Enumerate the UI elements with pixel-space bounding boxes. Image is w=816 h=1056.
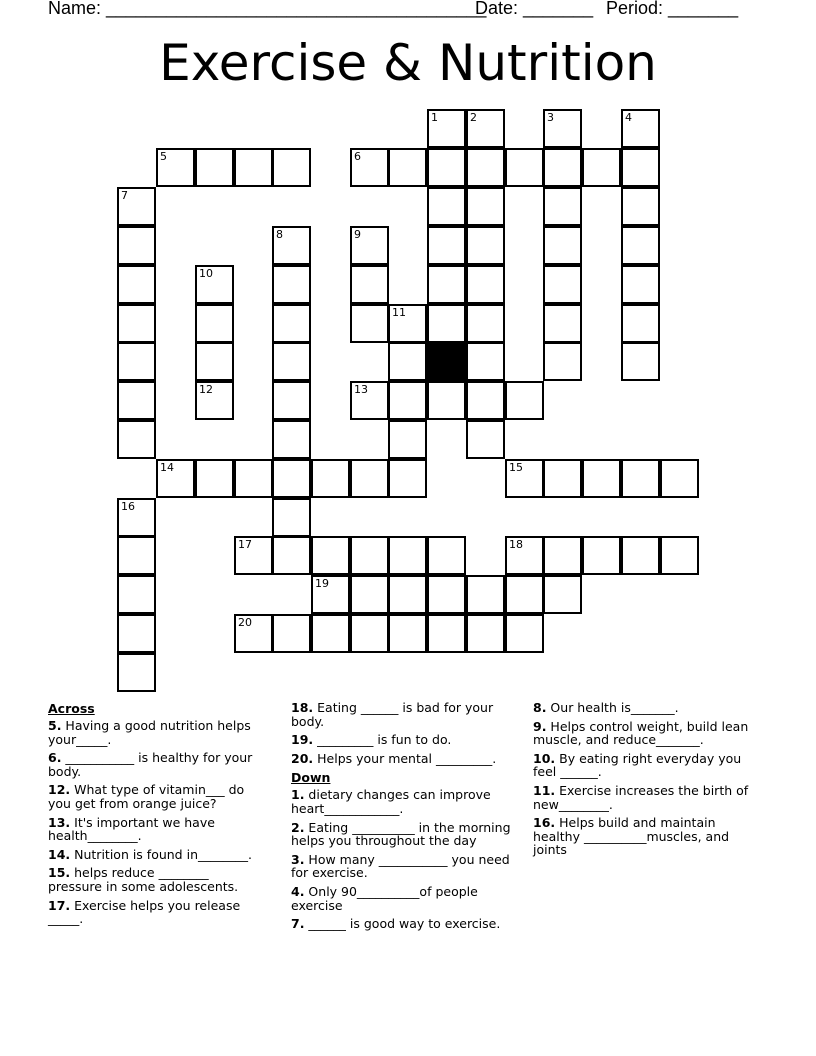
across-clue: [48, 751, 264, 778]
crossword-cell[interactable]: [427, 187, 466, 226]
crossword-cell[interactable]: [388, 420, 427, 459]
crossword-cell[interactable]: [505, 148, 544, 187]
crossword-cell[interactable]: [466, 226, 505, 265]
crossword-cell[interactable]: [195, 148, 234, 187]
clue-number-label: 15.: [48, 865, 71, 881]
crossword-cell[interactable]: [350, 536, 389, 575]
down-clue: [533, 784, 749, 811]
clue-number-label: 14.: [48, 846, 71, 862]
crossword-cell[interactable]: [543, 575, 582, 614]
crossword-cell[interactable]: [621, 304, 660, 343]
clue-number: 18: [509, 538, 523, 551]
crossword-cell[interactable]: [272, 381, 311, 420]
clue-number-label: 20.: [291, 750, 314, 766]
crossword-cell[interactable]: [388, 459, 427, 498]
across-clue: [48, 899, 264, 926]
clue-number-label: 10.: [533, 750, 556, 766]
clue-number: 19: [315, 577, 329, 590]
crossword-cell[interactable]: [427, 109, 466, 148]
clue-number-label: 1.: [291, 787, 305, 803]
crossword-cell[interactable]: [660, 536, 699, 575]
crossword-cell[interactable]: [543, 265, 582, 304]
crossword-cell[interactable]: [466, 187, 505, 226]
crossword-cell[interactable]: [117, 226, 156, 265]
crossword-cell[interactable]: [621, 187, 660, 226]
clues-column-3: [533, 699, 749, 862]
crossword-cell[interactable]: [427, 381, 466, 420]
crossword-cell[interactable]: [117, 653, 156, 692]
clue-number-label: 3.: [291, 851, 305, 867]
across-clue: [48, 783, 264, 810]
crossword-cell[interactable]: [466, 342, 505, 381]
clue-text: _________ is fun to do.: [313, 732, 452, 748]
crossword-cell[interactable]: [272, 420, 311, 459]
crossword-cell[interactable]: [505, 575, 544, 614]
clue-number: 13: [354, 383, 368, 396]
crossword-cell[interactable]: [311, 614, 350, 653]
crossword-cell[interactable]: [156, 459, 195, 498]
crossword-cell[interactable]: [466, 575, 505, 614]
crossword-cell[interactable]: [427, 148, 466, 187]
across-heading: Across: [48, 701, 95, 716]
crossword-cell[interactable]: [234, 536, 273, 575]
clue-text: By eating right everyday you feel ______.: [533, 750, 742, 780]
crossword-cell[interactable]: [505, 381, 544, 420]
crossword-cell[interactable]: [272, 148, 311, 187]
across-clue: [48, 866, 264, 893]
crossword-cell[interactable]: [195, 342, 234, 381]
clue-number: 15: [509, 461, 523, 474]
crossword-cell[interactable]: [117, 536, 156, 575]
clue-number: 14: [160, 461, 174, 474]
across-clue: [291, 701, 517, 728]
clue-number: 11: [392, 306, 406, 319]
clues-column-2: [291, 699, 517, 936]
crossword-cell[interactable]: [195, 381, 234, 420]
crossword-cell[interactable]: [427, 536, 466, 575]
clue-number-label: 6.: [48, 750, 62, 766]
clue-number: 7: [121, 189, 128, 202]
crossword-cell[interactable]: [543, 536, 582, 575]
clue-text: ______ is good way to exercise.: [304, 916, 501, 932]
down-clue: [291, 853, 517, 880]
down-clue: [533, 752, 749, 779]
down-heading: Down: [291, 770, 331, 786]
clue-number: 6: [354, 150, 361, 163]
across-clue: [48, 816, 264, 843]
crossword-cell[interactable]: [621, 109, 660, 148]
crossword-cell[interactable]: [388, 342, 427, 381]
crossword-cell[interactable]: [117, 381, 156, 420]
down-clue: [291, 821, 517, 848]
clue-number-label: 5.: [48, 718, 62, 733]
crossword-cell[interactable]: [272, 614, 311, 653]
crossword-cell[interactable]: [117, 342, 156, 381]
clue-text: It's important we have health________.: [48, 814, 215, 844]
clue-number-label: 8.: [533, 700, 547, 715]
clue-number-label: 4.: [291, 883, 305, 899]
down-clue: [291, 885, 517, 912]
crossword-cell[interactable]: [195, 265, 234, 304]
clue-number: 20: [238, 616, 252, 629]
clue-number-label: 7.: [291, 916, 305, 932]
clue-number-label: 13.: [48, 814, 71, 830]
crossword-cell[interactable]: [466, 265, 505, 304]
clue-number: 9: [354, 228, 361, 241]
crossword-cell[interactable]: [621, 148, 660, 187]
crossword-cell[interactable]: [582, 148, 621, 187]
clue-number: 5: [160, 150, 167, 163]
crossword-cell[interactable]: [621, 536, 660, 575]
clue-text: Only 90__________of people exercise: [291, 883, 478, 913]
crossword-cell[interactable]: [427, 614, 466, 653]
across-clue: [48, 848, 264, 862]
crossword-cell[interactable]: [234, 614, 273, 653]
clue-number-label: 16.: [533, 815, 556, 831]
clue-number-label: 19.: [291, 732, 314, 748]
crossword-cell[interactable]: [234, 459, 273, 498]
crossword-cell[interactable]: [117, 304, 156, 343]
clue-text: ___________ is healthy for your body.: [48, 750, 253, 779]
clues-column-1: [48, 699, 264, 931]
crossword-cell[interactable]: [466, 614, 505, 653]
down-clue: [291, 788, 517, 815]
crossword-cell[interactable]: [272, 265, 311, 304]
name-field-label[interactable]: Name: ______________________________________: [48, 0, 487, 18]
clue-number: 16: [121, 500, 135, 513]
across-clue: [291, 752, 517, 766]
crossword-cell[interactable]: [117, 420, 156, 459]
crossword-cell[interactable]: [388, 381, 427, 420]
crossword-cell[interactable]: [466, 381, 505, 420]
crossword-cell[interactable]: [388, 575, 427, 614]
down-clue: [533, 720, 749, 747]
clue-number: 8: [276, 228, 283, 241]
clue-text: Eating __________ in the morning helps you throughout the day: [291, 819, 511, 849]
crossword-cell[interactable]: [543, 109, 582, 148]
down-clue: [533, 816, 749, 857]
crossword-cell[interactable]: [350, 148, 389, 187]
crossword-cell[interactable]: [350, 459, 389, 498]
clue-number-label: 17.: [48, 897, 71, 913]
crossword-cell[interactable]: [466, 420, 505, 459]
crossword-cell[interactable]: [117, 265, 156, 304]
crossword-cell[interactable]: [621, 226, 660, 265]
crossword-cell[interactable]: [543, 342, 582, 381]
crossword-cell[interactable]: [117, 498, 156, 537]
clue-text: Exercise helps you release _____.: [48, 897, 241, 927]
blocked-cell: [427, 342, 466, 381]
crossword-cell[interactable]: [388, 536, 427, 575]
crossword-cell[interactable]: [272, 536, 311, 575]
clue-text: Having a good nutrition helps your_____.: [48, 718, 251, 747]
crossword-cell[interactable]: [117, 575, 156, 614]
crossword-cell[interactable]: [350, 614, 389, 653]
clue-number: 10: [199, 267, 213, 280]
clue-text: Nutrition is found in________.: [70, 846, 252, 862]
crossword-cell[interactable]: [350, 575, 389, 614]
crossword-cell[interactable]: [117, 187, 156, 226]
clue-text: Helps control weight, build lean muscle, and reduce_______.: [533, 718, 749, 748]
crossword-cell[interactable]: [543, 459, 582, 498]
clue-number: 2: [470, 111, 477, 124]
page-title: Exercise & Nutrition: [159, 34, 657, 92]
crossword-cell[interactable]: [117, 614, 156, 653]
down-clue: [533, 701, 749, 715]
clue-number-label: 9.: [533, 718, 547, 734]
crossword-cell[interactable]: [350, 265, 389, 304]
crossword-cell[interactable]: [621, 265, 660, 304]
clue-number-label: 12.: [48, 782, 71, 798]
clue-text: What type of vitamin___ do you get from orange juice?: [48, 782, 245, 811]
clue-number: 1: [431, 111, 438, 124]
crossword-cell[interactable]: [272, 304, 311, 343]
crossword-cell[interactable]: [388, 304, 427, 343]
clue-text: Helps your mental _________.: [313, 750, 497, 766]
across-clue: [291, 733, 517, 747]
crossword-cell[interactable]: [543, 187, 582, 226]
crossword-cell[interactable]: [311, 459, 350, 498]
clue-number: 3: [547, 111, 554, 124]
clue-text: Eating ______ is bad for your body.: [291, 700, 494, 729]
across-clue: [48, 719, 264, 746]
clue-number: 12: [199, 383, 213, 396]
date-field-label[interactable]: Date: _______: [475, 0, 594, 18]
clue-number: 4: [625, 111, 632, 124]
crossword-cell[interactable]: [272, 459, 311, 498]
crossword-cell[interactable]: [350, 381, 389, 420]
clue-text: dietary changes can improve heart____________.: [291, 787, 491, 816]
crossword-cell[interactable]: [621, 342, 660, 381]
down-clue: [291, 917, 517, 931]
crossword-cell[interactable]: [466, 304, 505, 343]
crossword-cell[interactable]: [660, 459, 699, 498]
crossword-cell[interactable]: [311, 575, 350, 614]
crossword-cell[interactable]: [466, 109, 505, 148]
crossword-cell[interactable]: [388, 148, 427, 187]
crossword-cell[interactable]: [427, 575, 466, 614]
crossword-cell[interactable]: [195, 304, 234, 343]
crossword-cell[interactable]: [272, 226, 311, 265]
crossword-cell[interactable]: [272, 498, 311, 537]
clue-text: Our health is_______.: [546, 700, 679, 715]
clue-number: 17: [238, 538, 252, 551]
crossword-cell[interactable]: [156, 148, 195, 187]
crossword-cell[interactable]: [543, 304, 582, 343]
crossword-cell[interactable]: [427, 265, 466, 304]
crossword-cell[interactable]: [621, 459, 660, 498]
crossword-cell[interactable]: [234, 148, 273, 187]
crossword-cell[interactable]: [582, 536, 621, 575]
crossword-cell[interactable]: [505, 459, 544, 498]
clue-text: helps reduce ________ pressure in some adolescents.: [48, 865, 239, 894]
period-field-label[interactable]: Period: _______: [606, 0, 739, 18]
crossword-cell[interactable]: [272, 342, 311, 381]
crossword-cell[interactable]: [466, 148, 505, 187]
crossword-cell[interactable]: [582, 459, 621, 498]
clue-text: Helps build and maintain healthy __________muscles, and joints: [533, 815, 730, 858]
clue-number-label: 18.: [291, 700, 314, 715]
crossword-cell[interactable]: [311, 536, 350, 575]
crossword-cell[interactable]: [350, 226, 389, 265]
crossword-cell[interactable]: [505, 614, 544, 653]
clue-text: How many ___________ you need for exercise.: [291, 851, 510, 881]
crossword-cell[interactable]: [427, 304, 466, 343]
crossword-cell[interactable]: [195, 459, 234, 498]
crossword-cell[interactable]: [427, 226, 466, 265]
crossword-cell[interactable]: [388, 614, 427, 653]
crossword-cell[interactable]: [543, 148, 582, 187]
clue-text: Exercise increases the birth of new________.: [533, 782, 749, 812]
crossword-cell[interactable]: [505, 536, 544, 575]
crossword-cell[interactable]: [543, 226, 582, 265]
clue-number-label: 11.: [533, 782, 556, 798]
clue-number-label: 2.: [291, 819, 305, 835]
crossword-cell[interactable]: [350, 304, 389, 343]
